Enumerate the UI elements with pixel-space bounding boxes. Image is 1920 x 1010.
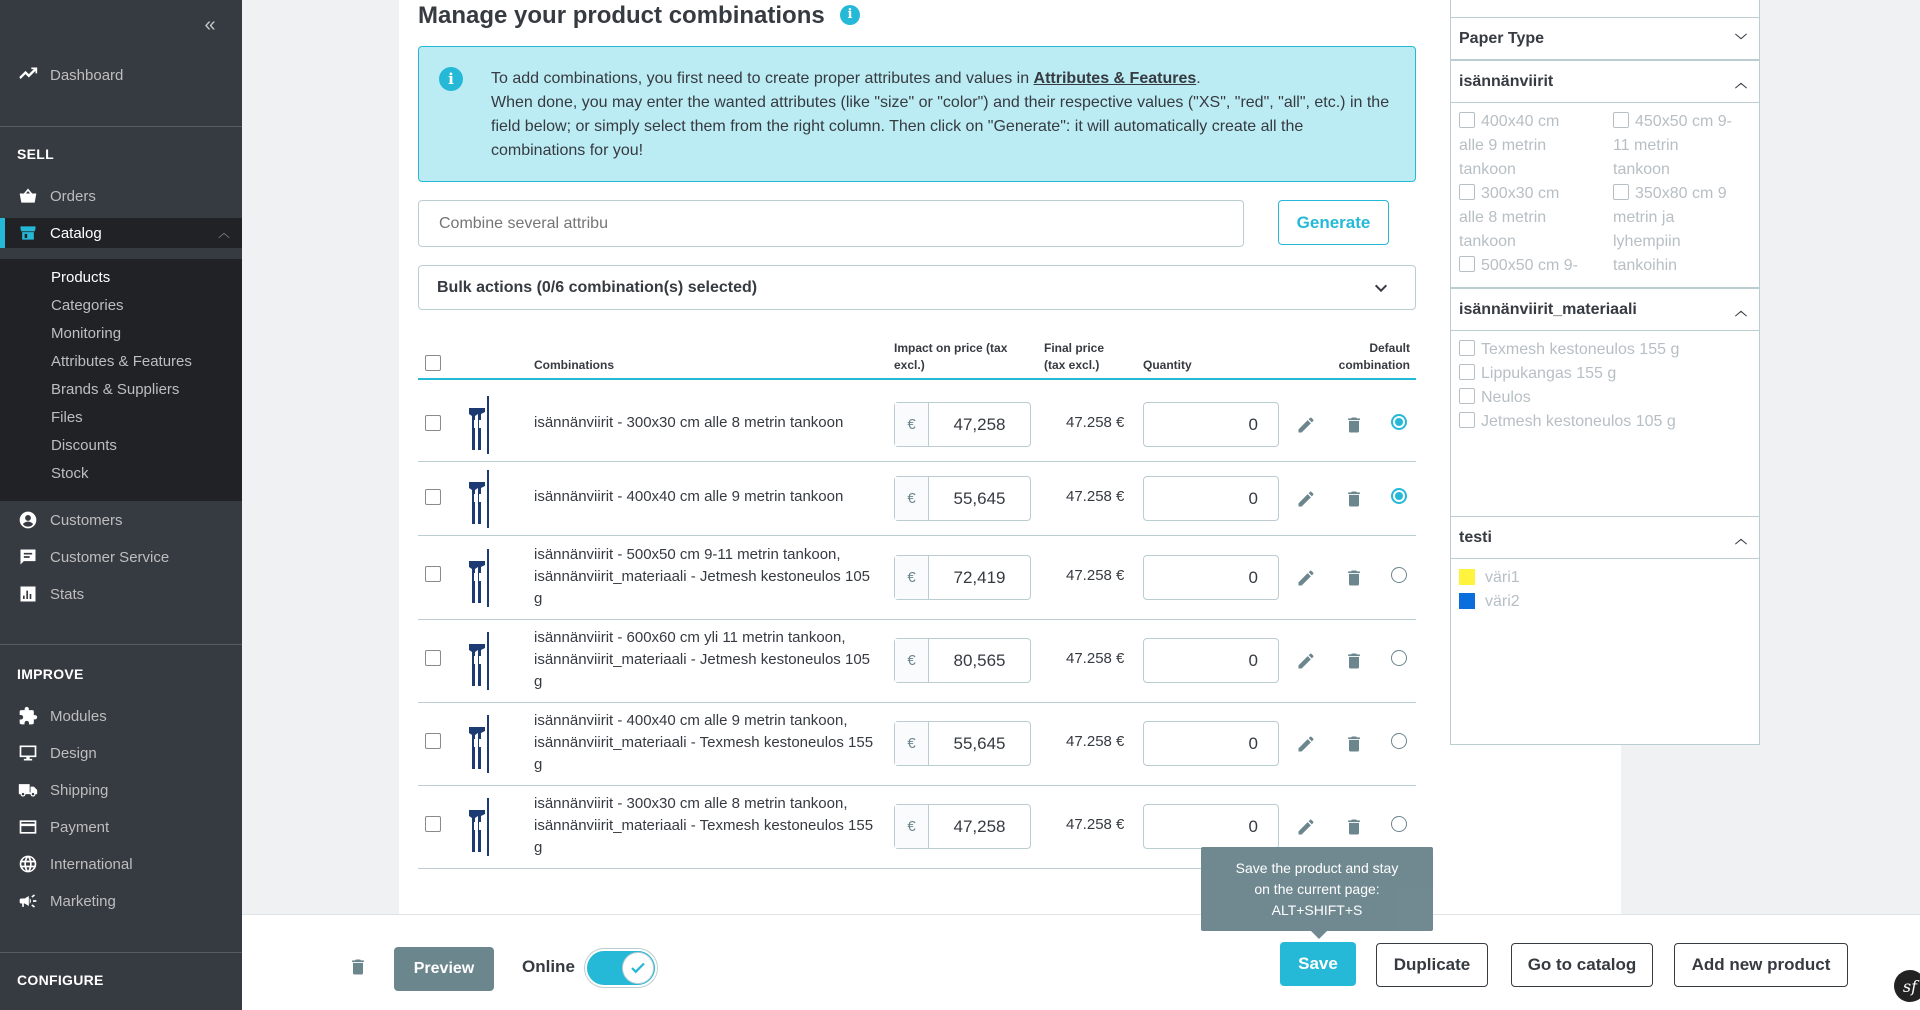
delete-icon[interactable] [1344,415,1364,435]
section-title-improve: IMPROVE [17,666,84,682]
quantity-input[interactable]: 0 [1143,638,1279,683]
table-header [418,338,1416,380]
final-price: 47.258 € [1066,488,1125,505]
option-label: Lippukangas 155 g [1481,365,1617,382]
globe-icon [18,854,38,874]
attribute-option[interactable] [1459,182,1599,254]
symfony-toolbar-badge[interactable]: sf [1894,970,1920,1002]
basket-icon [18,186,38,206]
combination-name: isännänviirit - 400x40 cm alle 9 metrin tankoon, isännänviirit_materiaali - Texmesh kestoneulos 155 g [534,712,874,773]
submenu-item-brands-suppliers[interactable]: Brands & Suppliers [51,381,180,398]
delete-icon[interactable] [1344,817,1364,837]
row-checkbox[interactable] [425,415,441,431]
preview-button[interactable]: Preview [394,947,494,991]
table-row [418,620,1416,703]
sidebar-item-label: Customers [50,511,123,529]
attributes-panel [1450,0,1760,745]
header-text: (tax excl.) [1044,358,1100,372]
option-label: 300x30 cm [1481,185,1560,202]
option-label: 11 metrin [1613,137,1679,154]
info-alert [418,46,1416,182]
sidebar-item-label: International [50,855,133,873]
impact-value: 47,258 [953,414,1006,434]
attribute-option[interactable] [1459,362,1616,386]
header-text: Final price [1044,341,1105,355]
attribute-group-isannanviirit-materiaali[interactable] [1451,288,1759,331]
section-title-configure: CONFIGURE [17,972,104,988]
attribute-option[interactable] [1459,410,1676,434]
attribute-group-isannanviirit[interactable] [1451,60,1759,103]
currency-symbol: € [895,722,929,765]
sidebar-item-label: Design [50,744,97,762]
sidebar-item-marketing[interactable] [0,886,242,916]
attributes-features-link[interactable]: Attributes & Features [1033,70,1197,87]
submenu-item-monitoring[interactable]: Monitoring [51,325,122,342]
chevron-up-icon: ︿ [1734,532,1747,546]
option-label: alle 8 metrin [1459,209,1547,226]
option-label: 450x50 cm 9- [1635,113,1732,130]
column-header-default [1339,340,1410,374]
table-row [418,388,1416,462]
trending-up-icon [18,65,38,85]
quantity-input[interactable]: 0 [1143,402,1279,447]
impact-value: 80,565 [953,650,1006,670]
toggle-knob [622,952,654,984]
chat-icon [18,547,38,567]
attribute-option[interactable] [1613,110,1753,182]
impact-value: 55,645 [953,733,1006,753]
header-text: Impact on price (tax [894,341,1008,355]
sidebar-item-shipping[interactable] [0,775,242,805]
sidebar-divider [0,644,242,645]
row-checkbox[interactable] [425,733,441,749]
currency-symbol: € [895,556,929,599]
sidebar-item-stats[interactable] [0,579,242,609]
sidebar-item-dashboard[interactable] [0,60,242,90]
credit-card-icon [18,817,38,837]
impact-price-input[interactable] [894,804,1031,849]
column-header-combinations: Combinations [534,358,614,372]
sidebar-item-customers[interactable] [0,505,242,535]
attribute-group-title: Paper Type [1459,29,1545,47]
delete-icon[interactable] [1344,568,1364,588]
option-checkbox[interactable] [1613,184,1629,200]
final-price: 47.258 € [1066,650,1125,667]
sidebar-item-label: Orders [50,187,96,205]
tooltip-line: ALT+SHIFT+S [1271,902,1363,918]
product-thumbnail [466,798,492,856]
delete-icon[interactable] [1344,734,1364,754]
info-icon: i [439,67,463,91]
submenu-item-files[interactable]: Files [51,409,83,426]
default-combination-radio[interactable] [1391,733,1407,749]
desktop-icon [18,743,38,763]
megaphone-icon [18,891,38,911]
sidebar-item-customer-service[interactable] [0,542,242,572]
currency-symbol: € [895,805,929,848]
store-icon [18,223,38,243]
attribute-option[interactable] [1613,182,1753,278]
chevron-down-icon [1373,280,1389,296]
impact-price-input[interactable] [894,402,1031,447]
attribute-option[interactable] [1459,386,1531,410]
check-icon [629,959,647,977]
sidebar-item-label: Payment [50,818,110,836]
attribute-option[interactable] [1459,254,1599,278]
sidebar-item-design[interactable] [0,738,242,768]
sidebar-item-label: Stats [50,585,85,603]
option-label: tankoon [1459,233,1516,250]
go-to-catalog-button[interactable]: Go to catalog [1511,943,1653,987]
row-checkbox[interactable] [425,650,441,666]
option-label: 350x80 cm 9 [1635,185,1727,202]
delete-product-icon[interactable] [348,957,368,977]
product-footer [242,914,1920,1010]
alert-line: To add combinations, you first need to create proper attributes and values in [491,70,1034,87]
add-new-product-button[interactable]: Add new product [1674,943,1848,987]
default-combination-radio[interactable] [1391,488,1407,504]
option-checkbox[interactable] [1613,112,1629,128]
final-price: 47.258 € [1066,733,1125,750]
sidebar-item-label: Marketing [50,892,116,910]
edit-icon[interactable] [1296,651,1316,671]
bar-chart-icon [18,584,38,604]
sidebar-item-label: Dashboard [50,66,124,84]
swatch-label: väri2 [1485,593,1520,610]
puzzle-icon [18,706,38,726]
submenu-item-discounts[interactable]: Discounts [51,437,117,454]
quantity-input[interactable]: 0 [1143,555,1279,600]
sidebar-item-label: Catalog [50,224,102,242]
attribute-group-title: isännänviirit_materiaali [1459,300,1637,318]
delete-icon[interactable] [1344,651,1364,671]
save-button[interactable]: Save [1280,942,1356,986]
column-header-final-price [1044,340,1104,374]
option-label: lyhempiin [1613,233,1681,250]
option-checkbox[interactable] [1459,184,1475,200]
edit-icon[interactable] [1296,489,1316,509]
default-combination-radio[interactable] [1391,650,1407,666]
alert-line-suffix: . [1196,70,1201,87]
quantity-input[interactable]: 0 [1143,721,1279,766]
final-price: 47.258 € [1066,414,1125,431]
delete-icon[interactable] [1344,489,1364,509]
edit-icon[interactable] [1296,734,1316,754]
sidebar-divider [0,126,242,127]
sidebar-item-label: Customer Service [50,548,170,566]
product-thumbnail [466,470,492,528]
submenu-item-categories[interactable]: Categories [51,297,124,314]
attribute-option[interactable] [1459,110,1599,182]
sidebar-item-orders[interactable] [0,181,242,211]
option-label: tankoon [1459,161,1516,178]
column-header-quantity: Quantity [1143,358,1192,372]
quantity-input[interactable]: 0 [1143,804,1279,849]
option-checkbox[interactable] [1459,412,1475,428]
edit-icon[interactable] [1296,817,1316,837]
option-checkbox[interactable] [1459,364,1475,380]
bulk-actions-label: Bulk actions (0/6 combination(s) selected) [437,278,758,296]
alert-text [491,67,1391,163]
product-thumbnail [466,715,492,773]
edit-icon[interactable] [1296,568,1316,588]
sidebar-item-catalog[interactable] [0,218,242,248]
option-label: 400x40 cm [1481,113,1560,130]
row-checkbox[interactable] [425,489,441,505]
bulk-actions-dropdown[interactable] [418,265,1416,310]
currency-symbol: € [895,403,929,446]
combination-name: isännänviirit - 500x50 cm 9-11 metrin tankoon, isännänviirit_materiaali - Jetmesh kestoneulos 105 g [534,546,871,607]
option-label: alle 9 metrin [1459,137,1547,154]
sidebar-item-label: Modules [50,707,107,725]
sidebar [0,0,242,1010]
combination-name: isännänviirit - 300x30 cm alle 8 metrin tankoon [534,414,844,431]
impact-price-input[interactable] [894,638,1031,683]
option-label: tankoon [1613,161,1670,178]
table-row [418,536,1416,620]
option-checkbox[interactable] [1459,388,1475,404]
color-swatch[interactable] [1459,569,1475,585]
final-price: 47.258 € [1066,567,1125,584]
collapse-sidebar-button[interactable]: « [204,14,216,36]
page-title: Manage your product combinations [418,2,825,29]
duplicate-button[interactable]: Duplicate [1376,943,1488,987]
attribute-option[interactable] [1459,338,1679,362]
default-combination-radio[interactable] [1391,414,1407,430]
color-swatch[interactable] [1459,593,1475,609]
quantity-input[interactable]: 0 [1143,476,1279,521]
sidebar-item-payment[interactable] [0,812,242,842]
chevron-down-icon: ﹀ [1734,33,1747,47]
combination-name: isännänviirit - 600x60 cm yli 11 metrin tankoon, isännänviirit_materiaali - Jetmesh kestoneulos 105 g [534,629,871,690]
option-label: Neulos [1481,389,1531,406]
impact-value: 72,419 [953,567,1006,587]
option-label: Texmesh kestoneulos 155 g [1481,341,1680,358]
option-label: metrin ja [1613,209,1675,226]
product-thumbnail [466,549,492,607]
table-row [418,703,1416,786]
option-label: tankoihin [1613,257,1678,274]
attribute-group-paper-type[interactable] [1451,17,1759,60]
tooltip-line: on the current page: [1254,881,1380,897]
account-circle-icon [18,510,38,530]
sidebar-item-label: Shipping [50,781,109,799]
header-text: combination [1338,358,1410,372]
final-price: 47.258 € [1066,816,1125,833]
alert-rest: When done, you may enter the wanted attributes (like "size" or "color") and their respective values ("XS", "red", "all", etc.) in the field below; or simply select them from the right column. Then click on "Generate": it will automatically create all the combinations for you! [491,94,1390,159]
product-thumbnail [466,632,492,690]
select-all-checkbox[interactable] [425,355,441,371]
online-label: Online [522,957,575,976]
combination-name: isännänviirit - 400x40 cm alle 9 metrin tankoon [534,488,844,505]
row-checkbox[interactable] [425,566,441,582]
submenu-item-products[interactable]: Products [51,269,111,286]
attribute-options-isannanviirit [1451,104,1759,288]
impact-price-input[interactable] [894,476,1031,521]
option-label: 500x50 cm 9- [1481,257,1578,274]
default-combination-radio[interactable] [1391,567,1407,583]
submenu-item-stock[interactable]: Stock [51,465,89,482]
header-text: Default [1369,341,1410,355]
sidebar-item-modules[interactable] [0,701,242,731]
row-checkbox[interactable] [425,816,441,832]
option-checkbox[interactable] [1459,256,1475,272]
product-thumbnail [466,396,492,454]
option-checkbox[interactable] [1459,340,1475,356]
option-label: Jetmesh kestoneulos 105 g [1481,413,1676,430]
attribute-group-testi[interactable] [1451,516,1759,559]
edit-icon[interactable] [1296,415,1316,435]
combine-attributes-input[interactable] [418,200,1244,247]
info-icon[interactable]: i [840,5,860,25]
chevron-up-icon: ︿ [1734,304,1747,318]
truck-icon [18,780,38,800]
chevron-up-icon: ︿ [217,226,230,240]
chevron-up-icon: ︿ [1734,76,1747,90]
submenu-item-attributes-features[interactable]: Attributes & Features [51,353,192,370]
default-combination-radio[interactable] [1391,816,1407,832]
catalog-submenu [0,259,242,501]
section-title-sell: SELL [17,146,54,162]
tooltip-line: Save the product and stay [1235,860,1399,876]
online-toggle[interactable] [585,949,657,987]
column-header-impact [894,340,1007,374]
sidebar-item-international[interactable] [0,849,242,879]
swatch-label: väri1 [1485,569,1520,586]
currency-symbol: € [895,639,929,682]
impact-value: 55,645 [953,488,1006,508]
attribute-group-title: isännänviirit [1459,72,1554,90]
generate-button[interactable]: Generate [1278,200,1389,245]
impact-value: 47,258 [953,816,1006,836]
attribute-group-title: testi [1459,528,1492,546]
sidebar-divider [0,952,242,953]
combination-name: isännänviirit - 300x30 cm alle 8 metrin tankoon, isännänviirit_materiaali - Texmesh kestoneulos 155 g [534,795,874,856]
option-checkbox[interactable] [1459,112,1475,128]
impact-price-input[interactable] [894,555,1031,600]
table-row [418,462,1416,536]
header-text: excl.) [894,358,925,372]
save-tooltip [1201,847,1433,931]
impact-price-input[interactable] [894,721,1031,766]
currency-symbol: € [895,477,929,520]
